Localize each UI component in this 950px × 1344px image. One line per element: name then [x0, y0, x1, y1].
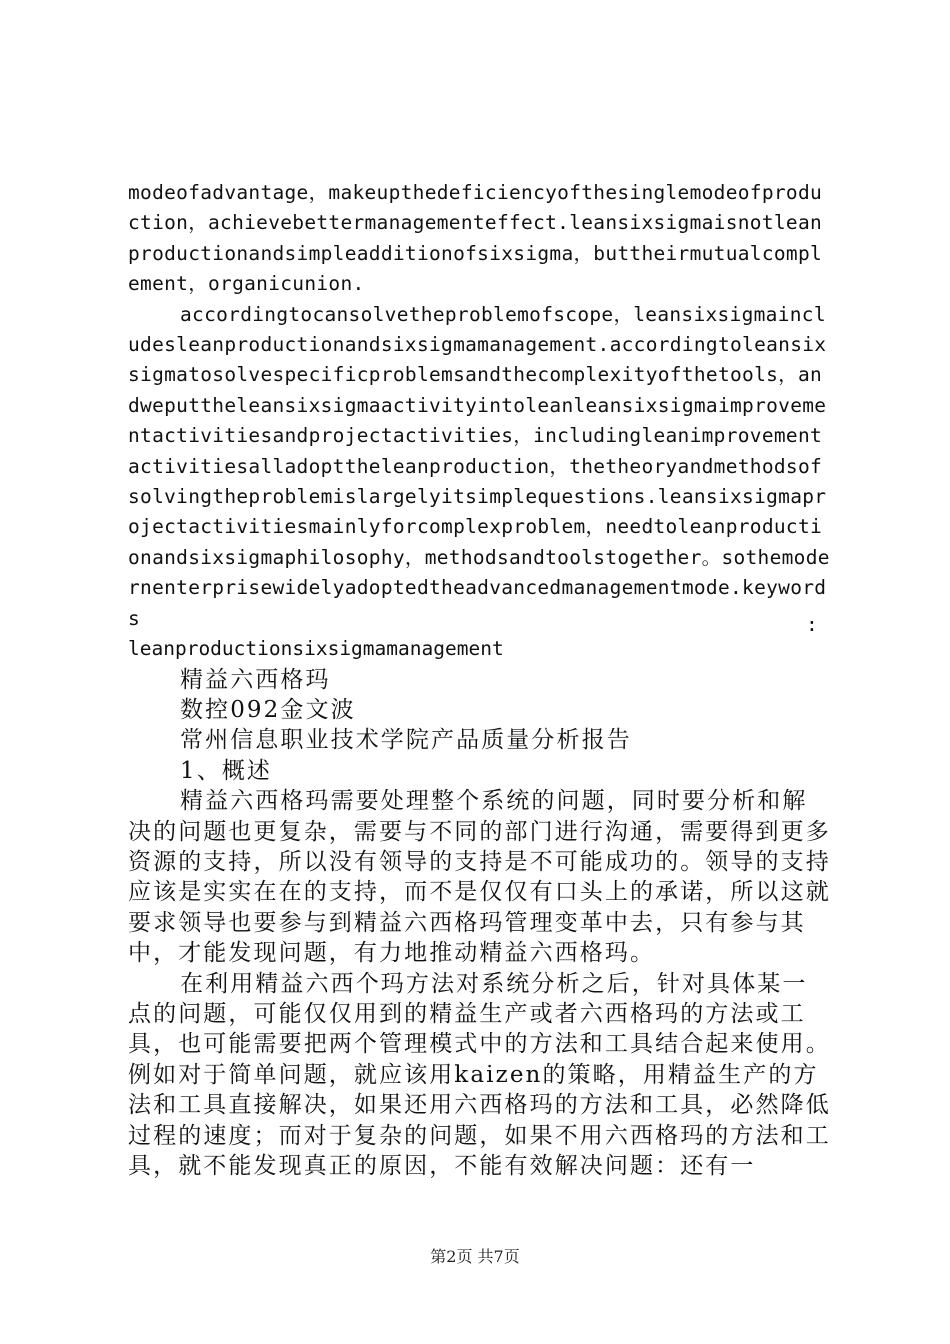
section-heading: 1、概述 [180, 757, 273, 784]
keywords-value: leanproductionsixsigmamanagement [128, 637, 504, 661]
keywords-line [128, 634, 832, 664]
body-paragraph-2: 在利用精益六西个玛方法对系统分析之后，针对具体某一点的问题，可能仅仅用到的精益生产或者六西格玛的方法或工具，也可能需要把两个管理模式中的方法和工具结合起来使用。例如对于简单问题，就应该用kaizen的策略，用精益生产的方法和工具直接解决，如果还用六西格玛的方法和工具，必然降低过程的速度；而对于复杂的问题，如果不用六西格玛的方法和工具，就不能发现真正的原因，不能有效解决问题：还有一 [128, 970, 831, 1179]
page-footer: 第2页 共7页 [430, 1247, 520, 1266]
english-abstract [128, 178, 832, 634]
document-body [128, 178, 832, 1181]
keywords-colon: : [806, 613, 818, 636]
author-line: 数控092金文波 [180, 696, 356, 723]
chinese-body [128, 665, 832, 1182]
document-title: 精益六西格玛 [180, 666, 331, 693]
body-paragraph-1: 精益六西格玛需要处理整个系统的问题，同时要分析和解决的问题也更复杂，需要与不同的部门进行沟通，需要得到更多资源的支持，所以没有领导的支持是不可能成功的。领导的支持应该是实实在在的支持，而不是仅仅有口头上的承诺，所以这就要求领导也要参与到精益六西格玛管理变革中去，只有参与其中，才能发现问题，有力地推动精益六西格玛。 [128, 788, 831, 967]
report-title: 常州信息职业技术学院产品质量分析报告 [180, 727, 632, 754]
abstract-paragraph-1: modeofadvantage，makeupthedeficiencyofthesinglemodeofproduction，achievebettermanagementeffect.leansixsigmaisnotleanproductionandsimpleadditionofsixsigma，buttheirmutualcomplement，organicunion. [128, 181, 823, 296]
abstract-paragraph-2: accordingtocansolvetheproblemofscope，leansixsigmaincludesleanproductionandsixsigmamanagement.accordingtoleansixsigmatosolvespecificproblemsandthecomplexityofthetools，andweputtheleansixsigmaactivityintoleanleansixsigmaimprovementactivitiesandprojectactivities，includingleanimprovementactivitiesalladopttheleanproduction，thetheoryandmethodsofsolvingtheproblemislargelyitsimplequestions.leansixsigmaprojectactivitiesmainlyforcomplexproblem，needtoleanproductionandsixsigmaphilosophy，methodsandtoolstogether。sothemodernenterprisewidelyadoptedtheadvancedmanagementmode.keywords [128, 302, 830, 630]
